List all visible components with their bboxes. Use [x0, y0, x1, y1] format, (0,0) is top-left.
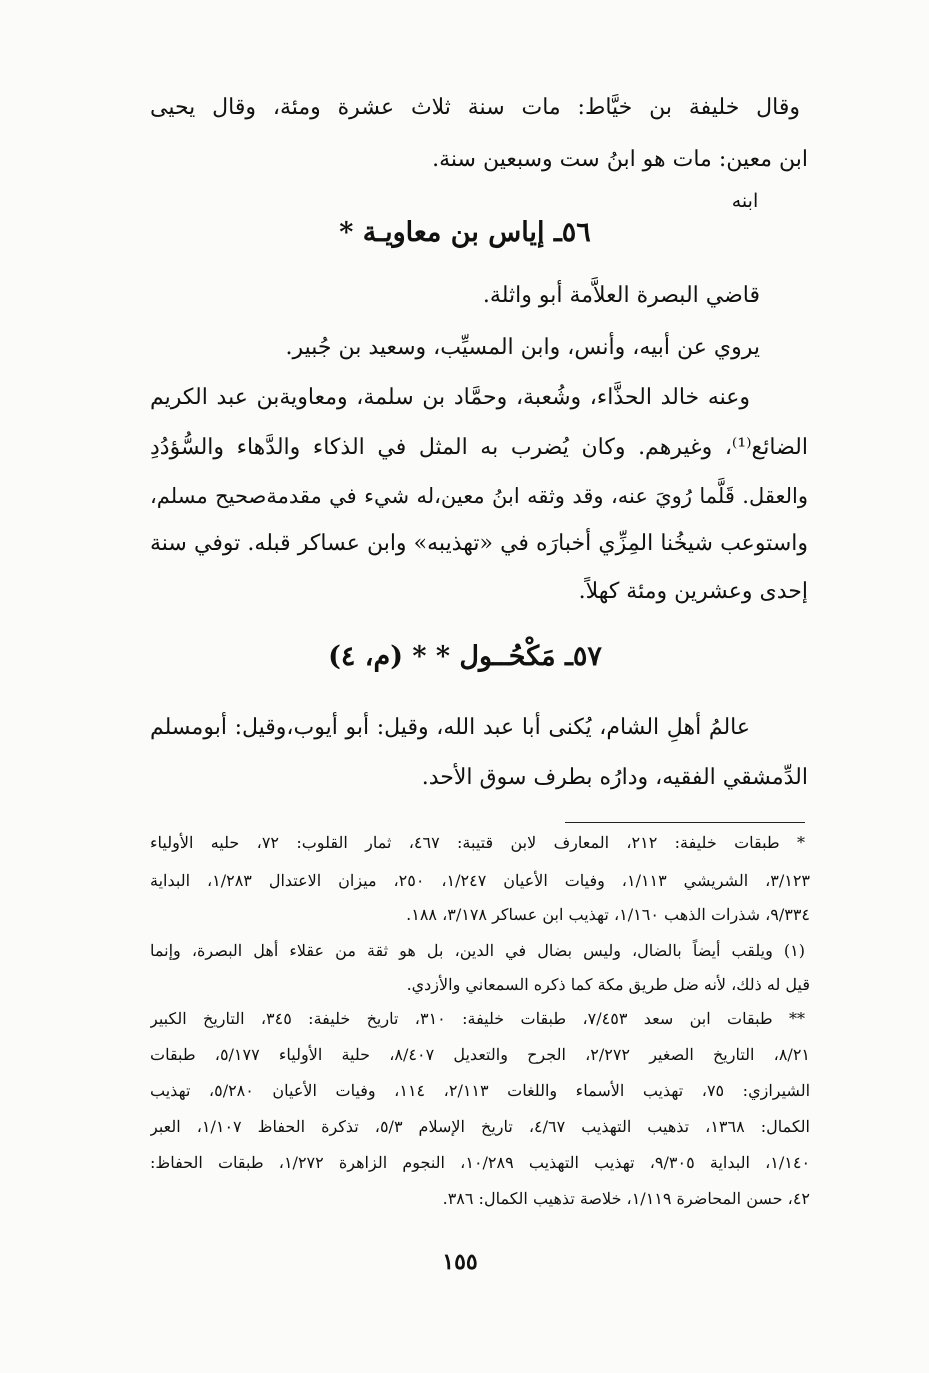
body-line: الدِّمشقي الفقيه، ودارُه بطرف سوق الأحد.	[421, 765, 808, 790]
footnote-line: ٣/١٢٣، الشريشي ١/١١٣، وفيات الأعيان ١/٢٤٧، ٢٥٠، ميزان الاعتدال ١/٢٨٣، البداية	[150, 871, 810, 890]
interlinear-note: ابنه	[731, 190, 759, 212]
body-line: وقال خليفة بن خيَّاط: مات سنة ثلاث عشرة ومئة، وقال يحيى	[150, 95, 800, 120]
body-line: الضائع⁽¹⁾، وغيرهم. وكان يُضرب به المثل في الذكاء والدَّهاء والسُّؤدُدِ	[150, 435, 808, 460]
footnote-line: قيل له ذلك، لأنه ضل طريق مكة كما ذكره السمعاني والأزدي.	[406, 975, 810, 994]
footnote-line: ٩/٣٣٤، شذرات الذهب ١/١٦٠، تهذيب ابن عساكر ٣/١٧٨، ١٨٨.	[406, 905, 810, 924]
footnote-line: ٤٢، حسن المحاضرة ١/١١٩، خلاصة تذهيب الكمال: ٣٨٦.	[442, 1189, 810, 1208]
footnote-line: (١) ويلقب أيضاً بالضال، وليس بضال في الدين، بل هو ثقة من عقلاء أهل البصرة، وإنما	[150, 941, 805, 960]
entry-heading-57: ٥٧ـ مَكْحُــول * * (م، ٤)	[328, 641, 602, 672]
body-line: وعنه خالد الحذَّاء، وشُعبة، وحمَّاد بن سلمة، ومعاويةبن عبد الكريم	[150, 385, 750, 410]
footnote-line: * طبقات خليفة: ٢١٢، المعارف لابن قتيبة: ٤٦٧، ثمار القلوب: ٧٢، حليه الأولياء	[150, 833, 805, 852]
footnote-line: ٨/٢١، التاريخ الصغير ٢/٢٧٢، الجرح والتعديل ٨/٤٠٧، حلية الأولياء ٥/١٧٧، طبقات	[150, 1045, 810, 1064]
footnote-line: الكمال: ١٣٦٨، تذهيب التهذيب ٤/٦٧، تاريخ الإسلام ٥/٣، تذكرة الحفاظ ١/١٠٧، العبر	[150, 1117, 810, 1136]
entry-heading-56: ٥٦ـ إياس بن معاويـة *	[339, 217, 591, 248]
body-line: قاضي البصرة العلاَّمة أبو واثلة.	[482, 283, 760, 308]
footnote-separator	[565, 822, 805, 823]
body-line: يروي عن أبيه، وأنس، وابن المسيِّب، وسعيد بن جُبير.	[285, 335, 760, 360]
body-line: والعقل. قَلَّما رُويَ عنه، وقد وثقه ابنُ معين،له شيء في مقدمةصحيح مسلم،	[150, 484, 808, 508]
body-line: ابن معين: مات هو ابنُ ست وسبعين سنة.	[432, 147, 808, 172]
body-line: واستوعب شيخُنا المِزِّي أخبارَه في «تهذيبه» وابن عساكر قبله. توفي سنة	[150, 531, 808, 556]
footnote-line: ** طبقات ابن سعد ٧/٤٥٣، طبقات خليفة: ٣١٠، تاريخ خليفة: ٣٤٥، التاريخ الكبير	[150, 1009, 805, 1028]
footnote-line: الشيرازي: ٧٥، تهذيب الأسماء واللغات ٢/١١٣، ١١٤، وفيات الأعيان ٥/٢٨٠، تهذيب	[150, 1081, 810, 1100]
body-line: عالمُ أهلِ الشام، يُكنى أبا عبد الله، وقيل: أبو أيوب،وقيل: أبومسلم	[150, 715, 750, 740]
page-number: ١٥٥	[442, 1249, 478, 1275]
body-line: إحدى وعشرين ومئة كهلاً.	[578, 579, 808, 604]
footnote-line: ١/١٤٠، البداية ٩/٣٠٥، تهذيب التهذيب ١٠/٢٨٩، النجوم الزاهرة ١/٢٧٢، طبقات الحفاظ:	[150, 1153, 810, 1172]
